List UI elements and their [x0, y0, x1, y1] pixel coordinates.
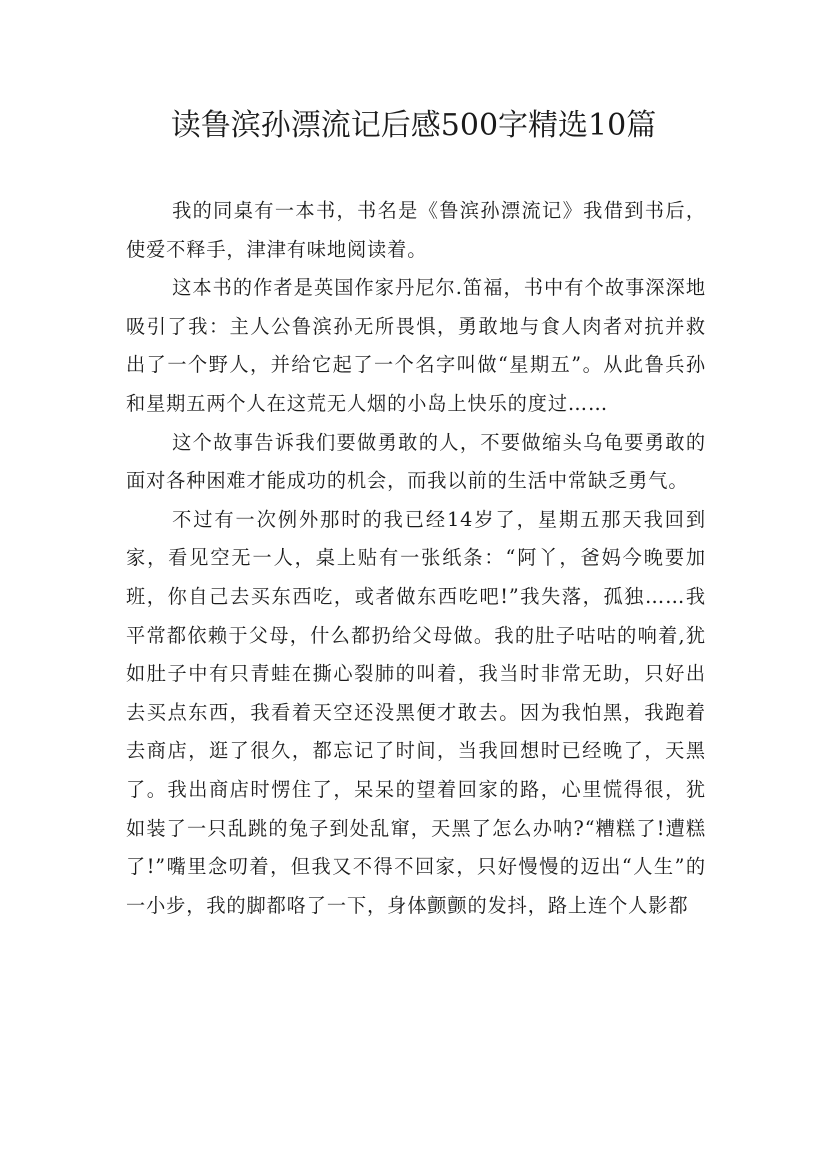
document-title: 读鲁滨孙漂流记后感500字精选10篇 — [170, 108, 657, 143]
paragraph-2: 这本书的作者是英国作家丹尼尔.笛福，书中有个故事深深地吸引了我：主人公鲁滨孙无所畏惧，勇敢地与食人肉者对抗并救出了一个野人，并给它起了一个名字叫做“星期五”。从此鲁兵孙和星期五两个人在这荒无人烟的小岛上快乐的度过…… — [126, 276, 706, 415]
paragraph-1: 我的同桌有一本书，书名是《鲁滨孙漂流记》我借到书后，使爱不释手，津津有味地阅读着。 — [126, 199, 706, 261]
paragraph-3: 这个故事告诉我们要做勇敢的人，不要做缩头乌龟要勇敢的面对各种困难才能成功的机会，而我以前的生活中常缺乏勇气。 — [126, 430, 706, 493]
document-body — [126, 192, 706, 925]
paragraph-4: 不过有一次例外那时的我已经14岁了，星期五那天我回到家，看见空无一人，桌上贴有一张纸条：“阿丫，爸妈今晚要加班，你自己去买东西吃，或者做东西吃吧!”我失落，孤独……我平常都依赖于父母，什么都扔给父母做。我的肚子咕咕的响着,犹如肚子中有只青蛙在撕心裂肺的叫着，我当时非常无助，只好出去买点东西，我看着天空还没黑便才敢去。因为我怕黑，我跑着去商店，逛了很久，都忘记了时间，当我回想时已经晚了，天黑了。我出商店时愣住了，呆呆的望着回家的路，心里慌得很，犹如装了一只乱跳的兔子到处乱窜，天黑了怎么办呐?“糟糕了!遭糕了!”嘴里念叨着，但我又不得不回家，只好慢慢的迈出“人生”的一小步，我的脚都咯了一下，身体颤颤的发抖，路上连个人影都 — [126, 507, 706, 917]
